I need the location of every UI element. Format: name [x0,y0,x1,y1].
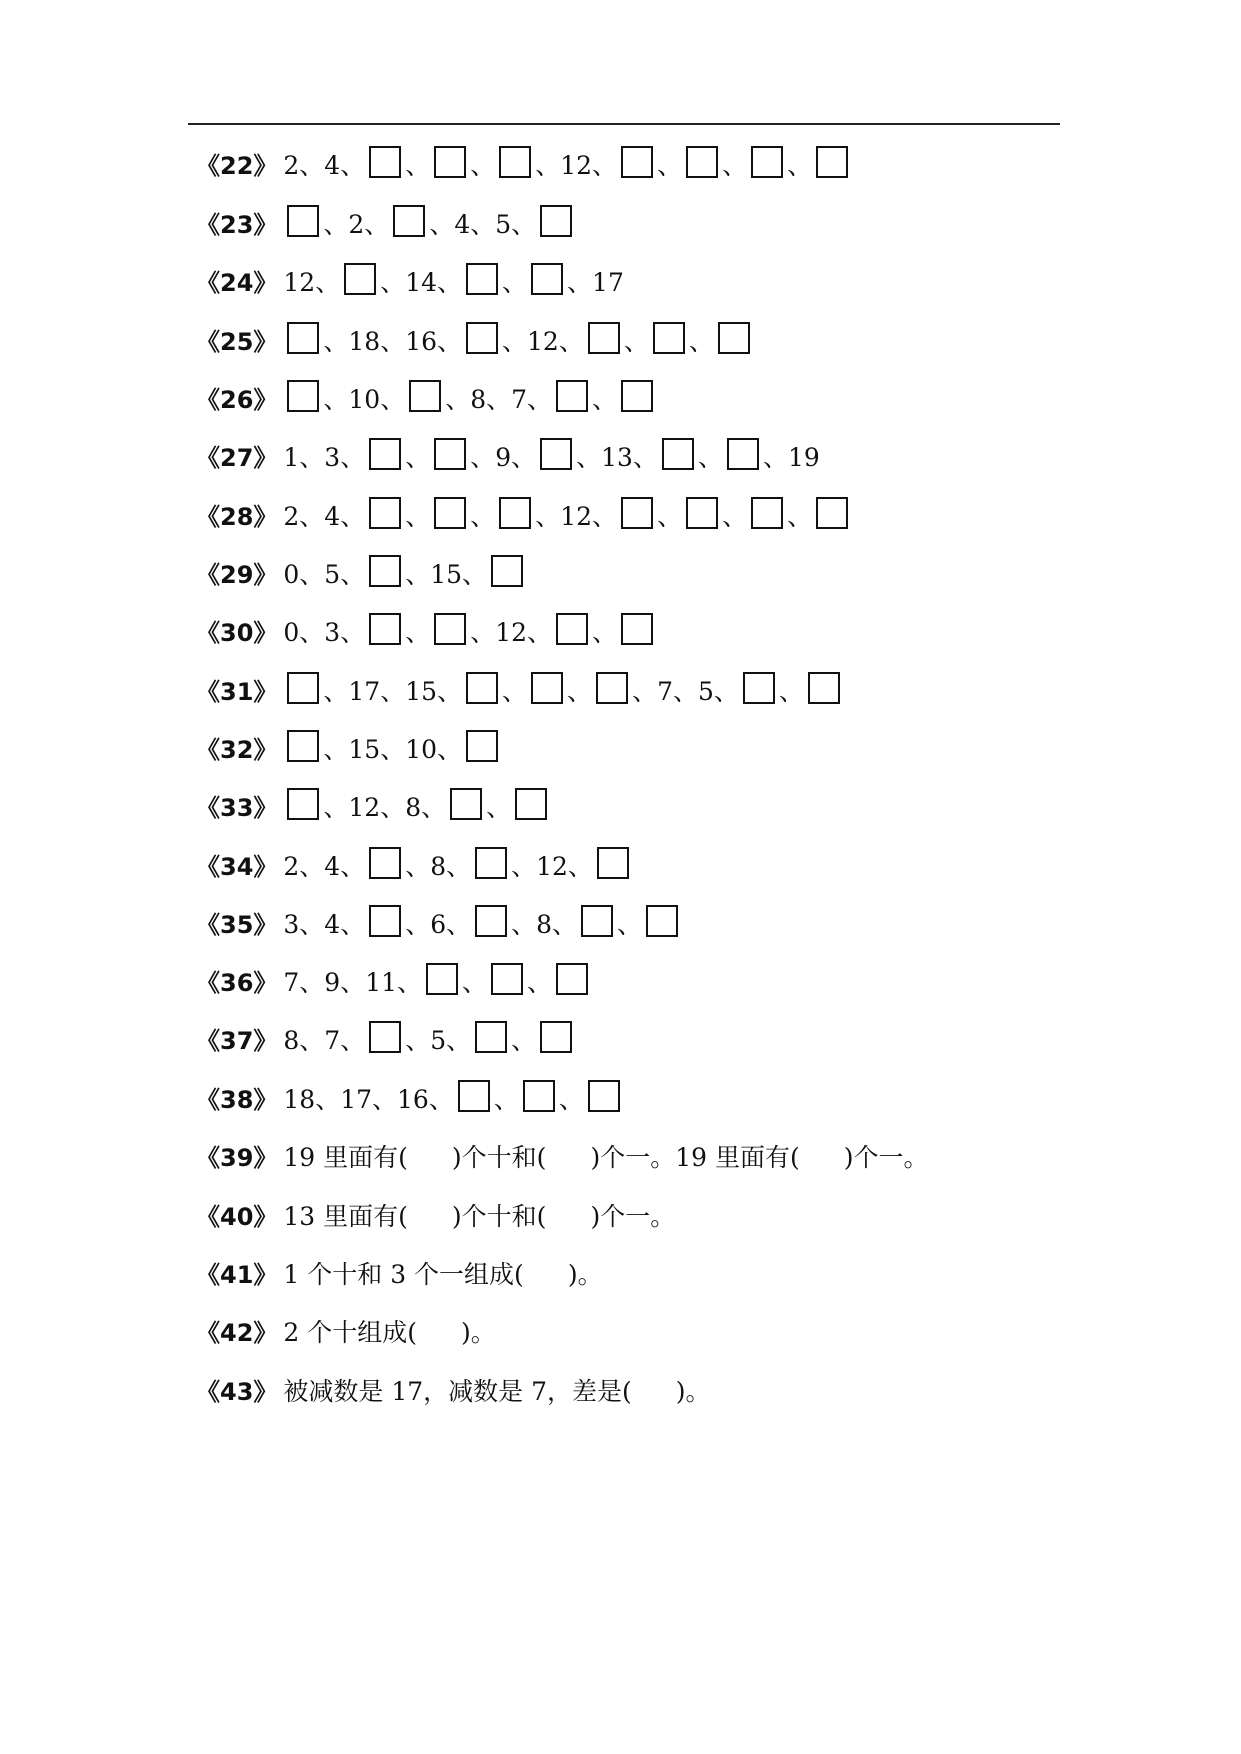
problem-text: 、 [486,793,512,822]
answer-box[interactable] [556,380,588,412]
problem-text: 、5、 [405,1026,472,1055]
problem-text: 、18、16、 [323,327,463,356]
problem-text: 、15、 [405,560,488,589]
answer-box[interactable] [458,1080,490,1112]
problem-text: 8、7、 [283,1026,366,1055]
problem-number: 《38》 [196,1086,278,1114]
problem-text: 2、4、 [283,852,366,881]
problem-text: 3、4、 [283,910,366,939]
answer-box[interactable] [475,847,507,879]
answer-box[interactable] [434,438,466,470]
answer-box[interactable] [491,555,523,587]
problem-number: 《24》 [196,269,278,297]
answer-box[interactable] [686,497,718,529]
problem-text: )个十和( [451,1202,547,1231]
answer-box[interactable] [466,672,498,704]
problem-text: 、 [493,1085,519,1114]
answer-box[interactable] [808,672,840,704]
problem-text: 、6、 [405,910,472,939]
problem-text: )个十和( [451,1143,547,1172]
answer-box[interactable] [466,322,498,354]
answer-box[interactable] [597,847,629,879]
problem-text: 、 [787,151,813,180]
problem-text: 、 [511,1026,537,1055]
problem-text: 、12、 [470,618,553,647]
problem-text: 、8、 [405,852,472,881]
answer-box[interactable] [621,613,653,645]
problem-text: 0、5、 [283,560,366,589]
answer-box[interactable] [531,672,563,704]
problem-number: 《28》 [196,503,278,531]
answer-box[interactable] [434,497,466,529]
problem-row [196,1313,496,1353]
answer-box[interactable] [369,555,401,587]
problem-text: 、 [470,151,496,180]
answer-box[interactable] [369,613,401,645]
answer-box[interactable] [556,613,588,645]
problem-row [196,1372,711,1412]
problem-number: 《36》 [196,969,278,997]
problem-number: 《39》 [196,1144,278,1172]
problem-row [196,380,657,420]
problem-text: 、 [567,677,593,706]
answer-box[interactable] [751,497,783,529]
answer-box[interactable] [523,1080,555,1112]
problem-row [196,730,502,770]
problem-text: 、 [592,385,618,414]
problem-text: 、 [623,327,649,356]
answer-box[interactable] [686,146,718,178]
problem-row [196,146,852,186]
problem-text: 、 [405,502,431,531]
answer-box[interactable] [515,788,547,820]
answer-box[interactable] [646,905,678,937]
problem-row [196,205,576,245]
answer-box[interactable] [466,730,498,762]
problem-number: 《30》 [196,619,278,647]
problem-row [196,1255,603,1295]
problem-row [196,263,624,303]
problem-number: 《22》 [196,152,278,180]
problem-row [196,497,852,537]
answer-box[interactable] [409,380,441,412]
problem-text: )。 [675,1377,711,1406]
answer-box[interactable] [475,905,507,937]
answer-box[interactable] [499,146,531,178]
problem-row [196,1138,928,1178]
answer-box[interactable] [588,322,620,354]
answer-box[interactable] [540,438,572,470]
answer-box[interactable] [287,205,319,237]
answer-box[interactable] [662,438,694,470]
answer-box[interactable] [287,322,319,354]
problem-text: 2 个十组成( [283,1318,418,1347]
answer-box[interactable] [540,1021,572,1053]
answer-box[interactable] [816,146,848,178]
problem-number: 《42》 [196,1319,278,1347]
problem-row [196,1021,576,1061]
answer-box[interactable] [287,380,319,412]
answer-box[interactable] [434,146,466,178]
problem-text: 、 [405,618,431,647]
problem-text: 13 里面有( [283,1202,408,1231]
answer-box[interactable] [621,146,653,178]
problem-number: 《29》 [196,561,278,589]
problem-number: 《40》 [196,1203,278,1231]
problem-text: 0、3、 [283,618,366,647]
problem-number: 《25》 [196,328,278,356]
problem-text: 被减数是 17，减数是 7，差是( [283,1377,632,1406]
problem-text: 、 [462,968,488,997]
problem-text: )。 [461,1318,496,1347]
problem-text: 、 [527,968,553,997]
answer-box[interactable] [621,380,653,412]
problem-text: 1、3、 [283,443,366,472]
problem-number: 《27》 [196,444,278,472]
answer-box[interactable] [287,730,319,762]
answer-box[interactable] [287,672,319,704]
problem-text: 、17 [567,268,624,297]
problem-text: 1 个十和 3 个一组成( [283,1260,524,1289]
problem-row [196,905,682,945]
problem-number: 《37》 [196,1027,278,1055]
answer-box[interactable] [466,263,498,295]
problem-text: 、12、 [535,502,618,531]
answer-box[interactable] [344,263,376,295]
answer-box[interactable] [369,438,401,470]
answer-box[interactable] [727,438,759,470]
answer-box[interactable] [450,788,482,820]
problem-text: 、4、5、 [429,210,537,239]
problem-text: 、 [470,502,496,531]
problem-text: 、 [778,677,804,706]
problem-row [196,613,657,653]
problem-text: )个一。19 里面有( [590,1143,800,1172]
problem-text: 、13、 [576,443,658,472]
answer-box[interactable] [426,963,458,995]
problem-text: 、17、15、 [323,677,463,706]
problem-text: 、15、10、 [323,735,463,764]
answer-box[interactable] [531,263,563,295]
problem-text: 、 [697,443,723,472]
problem-row [196,847,633,887]
answer-box[interactable] [369,497,401,529]
answer-box[interactable] [596,672,628,704]
problem-text: 、7、5、 [632,677,739,706]
problem-number: 《34》 [196,853,278,881]
answer-box[interactable] [491,963,523,995]
problem-row [196,322,754,362]
answer-box[interactable] [556,963,588,995]
answer-box[interactable] [581,905,613,937]
answer-box[interactable] [588,1080,620,1112]
problem-text: 2、4、 [283,151,366,180]
answer-box[interactable] [393,205,425,237]
answer-box[interactable] [653,322,685,354]
problem-text: 、12、 [535,151,618,180]
answer-box[interactable] [369,146,401,178]
answer-box[interactable] [369,905,401,937]
problem-text: 、12、8、 [323,793,447,822]
answer-box[interactable] [540,205,572,237]
problem-text: 、19 [762,443,820,472]
answer-box[interactable] [369,847,401,879]
problem-text: 、 [405,443,431,472]
problem-number: 《31》 [196,678,278,706]
problem-text: 、 [722,151,748,180]
problem-row [196,1197,675,1237]
problem-text: 、 [502,677,528,706]
problem-text: 、12、 [502,327,584,356]
answer-box[interactable] [816,497,848,529]
answer-box[interactable] [718,322,750,354]
problem-text: 2、4、 [283,502,366,531]
problem-number: 《41》 [196,1261,278,1289]
problem-text: 、14、 [380,268,463,297]
problem-text: )个一。 [590,1202,676,1231]
problem-text: 、 [405,151,431,180]
problem-number: 《26》 [196,386,278,414]
problem-number: 《35》 [196,911,278,939]
problem-text: 、8、7、 [445,385,553,414]
problem-row [196,555,527,595]
problem-text: 、9、 [470,443,537,472]
problem-row [196,963,592,1003]
problem-text: 19 里面有( [283,1143,408,1172]
problem-text: 、 [657,151,683,180]
problem-number: 《33》 [196,794,278,822]
problem-text: 、 [592,618,618,647]
answer-box[interactable] [369,1021,401,1053]
problem-number: 《23》 [196,211,278,239]
answer-box[interactable] [621,497,653,529]
problem-number: 《43》 [196,1378,278,1406]
header-rule [188,123,1060,125]
answer-box[interactable] [743,672,775,704]
answer-box[interactable] [287,788,319,820]
problem-text: 、12、 [511,852,593,881]
problem-text: 、 [722,502,748,531]
problem-text: 、2、 [323,210,390,239]
problem-text: 、 [502,268,528,297]
problem-text: 7、9、11、 [283,968,423,997]
problem-number: 《32》 [196,736,278,764]
problem-row [196,438,820,478]
problem-row [196,1080,624,1120]
problem-row [196,672,844,712]
answer-box[interactable] [499,497,531,529]
problem-text: 、 [558,1085,584,1114]
problem-text: )。 [567,1260,603,1289]
answer-box[interactable] [475,1021,507,1053]
problem-text: )个一。 [843,1143,929,1172]
answer-box[interactable] [434,613,466,645]
problem-text: 、8、 [511,910,578,939]
problem-text: 18、17、16、 [283,1085,454,1114]
problem-text: 、 [688,327,714,356]
problem-text: 、 [657,502,683,531]
problem-text: 、 [787,502,813,531]
problem-row [196,788,551,828]
problem-text: 、10、 [323,385,406,414]
answer-box[interactable] [751,146,783,178]
problem-text: 、 [617,910,643,939]
problem-text: 12、 [283,268,341,297]
